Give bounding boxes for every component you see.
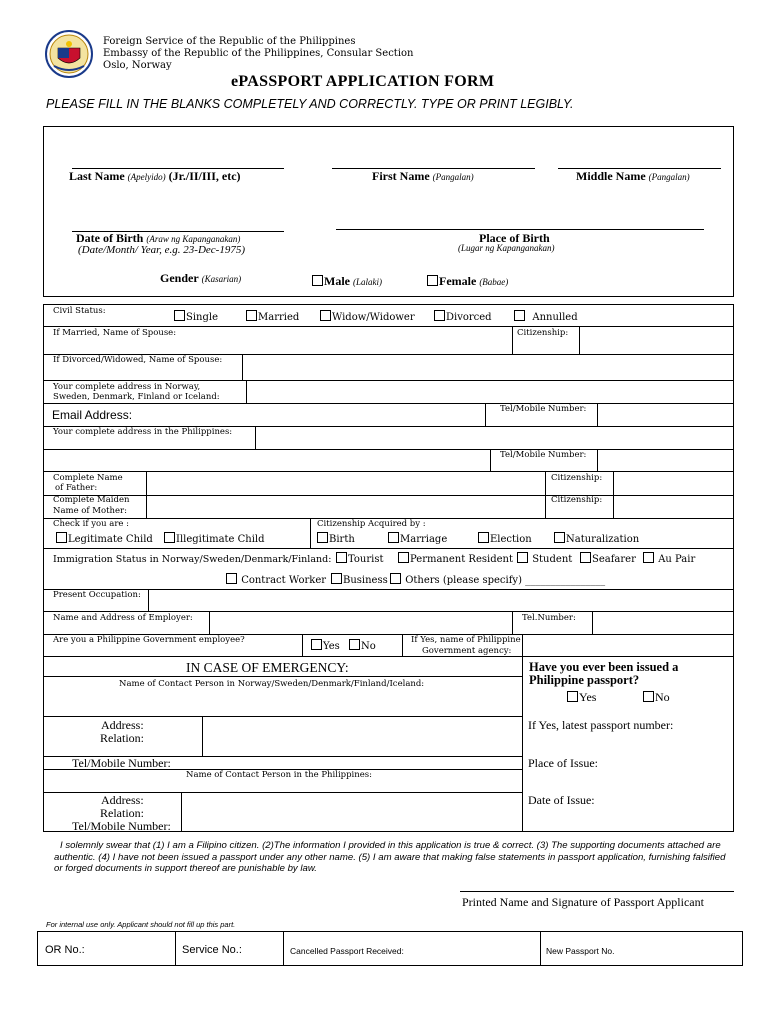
new-passport-label: New Passport No.	[546, 946, 615, 956]
tel-mobile-label: Tel/Mobile Number:	[500, 404, 587, 414]
passport-question-1: Have you ever been issued a	[529, 660, 679, 674]
place-issue-label: Place of Issue:	[528, 756, 598, 770]
male-checkbox[interactable]	[312, 275, 323, 286]
checkbox-passport-no[interactable]	[643, 691, 654, 702]
checkbox-others[interactable]	[390, 573, 401, 584]
pob-label: Place of Birth	[479, 231, 550, 245]
imm-option-tourist[interactable]: Tourist	[336, 552, 383, 566]
cit-option-birth[interactable]: Birth	[317, 532, 355, 546]
emergency-tel-label-2: Tel/Mobile Number:	[72, 819, 171, 833]
checkbox-contract-worker[interactable]	[226, 573, 237, 584]
first-name-label: First Name (Pangalan)	[372, 169, 474, 183]
spouse-citizenship-label: Citizenship:	[517, 328, 569, 338]
checkbox-student[interactable]	[517, 552, 528, 563]
last-name-label: Last Name (Apelyido) (Jr./II/III, etc)	[69, 169, 241, 183]
gender-label: Gender (Kasarian)	[160, 271, 242, 285]
citizenship-acquired-label: Citizenship Acquired by :	[317, 519, 426, 529]
checkbox-married[interactable]	[246, 310, 257, 321]
checkbox-naturalization[interactable]	[554, 532, 565, 543]
checkbox-legitimate[interactable]	[56, 532, 67, 543]
date-issue-label: Date of Issue:	[528, 793, 595, 807]
org-line-1: Foreign Service of the Republic of the Philippines	[103, 36, 356, 47]
checkbox-gov-yes[interactable]	[311, 639, 322, 650]
checkbox-single[interactable]	[174, 310, 185, 321]
checkbox-seafarer[interactable]	[580, 552, 591, 563]
middle-name-label: Middle Name (Pangalan)	[576, 169, 690, 183]
nordic-address-label-2: Sweden, Denmark, Finland or Iceland:	[53, 392, 220, 402]
father-citizenship-label: Citizenship:	[551, 473, 603, 483]
internal-note: For internal use only. Applicant should not fill up this part.	[46, 920, 236, 929]
tel-mobile-label-2: Tel/Mobile Number:	[500, 450, 587, 460]
checkbox-permanent-resident[interactable]	[398, 552, 409, 563]
email-label: Email Address:	[52, 408, 133, 422]
checkbox-divorced[interactable]	[434, 310, 445, 321]
checkbox-illegitimate[interactable]	[164, 532, 175, 543]
checkbox-annulled[interactable]	[514, 310, 525, 321]
mother-citizenship-label: Citizenship:	[551, 495, 603, 505]
page-title: ePASSPORT APPLICATION FORM	[231, 73, 495, 90]
signature-line[interactable]	[460, 891, 734, 892]
checkbox-tourist[interactable]	[336, 552, 347, 563]
passport-yes-option[interactable]: Yes	[567, 690, 596, 705]
oath-text: I solemnly swear that (1) I am a Filipino citizen. (2)The information I provided in this application is true & correct. (3) The supporting documents attached are authentic. (4) I have not been issued a passport under any other name. (5) I am aware that making false statements in passport application, furnishing falsified or forged documents in support thereof are punishable by law.	[54, 840, 726, 874]
mother-label-2: Name of Mother:	[53, 506, 127, 516]
gov-no-option[interactable]: No	[349, 639, 376, 653]
gov-yes-option[interactable]: Yes	[311, 639, 340, 653]
gov-agency-label-2: Government agency:	[422, 646, 512, 656]
cit-option-marriage[interactable]: Marriage	[388, 532, 447, 546]
mother-label-1: Complete Maiden	[53, 495, 130, 505]
imm-option-others[interactable]: Others (please specify) ________________	[390, 573, 605, 587]
father-label-1: Complete Name	[53, 473, 123, 483]
civil-option-single[interactable]: Single	[174, 310, 218, 324]
pob-field[interactable]	[336, 229, 704, 230]
imm-option-au-pair[interactable]: Au Pair	[643, 552, 695, 566]
contact-ph-label: Name of Contact Person in the Philippines:	[186, 770, 373, 780]
tel-number-label: Tel.Number:	[522, 613, 576, 623]
male-option[interactable]: Male (Lalaki)	[312, 274, 382, 289]
immigration-label: Immigration Status in Norway/Sweden/Denmark/Finland:	[53, 554, 332, 565]
checkbox-passport-yes[interactable]	[567, 691, 578, 702]
checkbox-widow[interactable]	[320, 310, 331, 321]
legitimate-option[interactable]: Legitimate Child	[56, 532, 153, 546]
service-no-label: Service No.:	[182, 944, 242, 956]
checkbox-au-pair[interactable]	[643, 552, 654, 563]
check-if-label: Check if you are :	[53, 519, 130, 529]
cit-option-naturalization[interactable]: Naturalization	[554, 532, 639, 546]
passport-no-option[interactable]: No	[643, 690, 670, 705]
civil-option-widow[interactable]: Widow/Widower	[320, 310, 415, 324]
cit-option-election[interactable]: Election	[478, 532, 532, 546]
checkbox-gov-no[interactable]	[349, 639, 360, 650]
imm-option-contract-worker[interactable]: Contract Worker	[226, 573, 326, 587]
emergency-address-label: Address:	[101, 718, 144, 732]
signature-label: Printed Name and Signature of Passport Applicant	[462, 895, 704, 909]
imm-option-permanent[interactable]: Permanent Resident	[398, 552, 513, 566]
instruction-text: PLEASE FILL IN THE BLANKS COMPLETELY AND CORRECTLY. TYPE OR PRINT LEGIBLY.	[46, 97, 574, 111]
pob-fil-label: (Lugar ng Kapanganakan)	[458, 243, 555, 253]
personal-info-box	[43, 126, 734, 297]
nordic-address-label-1: Your complete address in Norway,	[53, 382, 201, 392]
civil-option-divorced[interactable]: Divorced	[434, 310, 492, 324]
checkbox-election[interactable]	[478, 532, 489, 543]
illegitimate-option[interactable]: Illegitimate Child	[164, 532, 265, 546]
civil-option-married[interactable]: Married	[246, 310, 299, 324]
org-line-3: Oslo, Norway	[103, 60, 172, 71]
emergency-relation-label: Relation:	[100, 731, 144, 745]
checkbox-birth[interactable]	[317, 532, 328, 543]
civil-option-annulled[interactable]: Annulled	[514, 310, 578, 324]
female-option[interactable]: Female (Babae)	[427, 274, 508, 289]
gov-employee-label: Are you a Philippine Government employee?	[53, 635, 245, 645]
latest-passport-label: If Yes, latest passport number:	[528, 718, 674, 732]
divorced-spouse-label: If Divorced/Widowed, Name of Spouse:	[53, 355, 223, 365]
emergency-address-label-2: Address:	[101, 793, 144, 807]
dob-label: Date of Birth (Araw ng Kapanganakan)	[76, 231, 241, 245]
imm-option-seafarer[interactable]: Seafarer	[580, 552, 636, 566]
contact-nordic-label: Name of Contact Person in Norway/Sweden/Denmark/Finland/Iceland:	[119, 679, 425, 689]
imm-option-business[interactable]: Business	[331, 573, 388, 587]
occupation-label: Present Occupation:	[53, 590, 141, 600]
passport-question-2: Philippine passport?	[529, 673, 640, 687]
philippine-seal-logo	[44, 30, 94, 78]
cancelled-passport-label: Cancelled Passport Received:	[290, 946, 404, 956]
dob-format-label: (Date/Month/ Year, e.g. 23-Dec-1975)	[78, 244, 246, 256]
checkbox-business[interactable]	[331, 573, 342, 584]
or-no-label: OR No.:	[45, 944, 85, 956]
father-label-2: of Father:	[55, 483, 98, 493]
employer-label: Name and Address of Employer:	[53, 613, 193, 623]
civil-status-label: Civil Status:	[53, 306, 106, 316]
org-line-2: Embassy of the Republic of the Philippines, Consular Section	[103, 48, 414, 59]
emergency-tel-label: Tel/Mobile Number:	[72, 756, 171, 770]
female-checkbox[interactable]	[427, 275, 438, 286]
emergency-relation-label-2: Relation:	[100, 806, 144, 820]
checkbox-marriage[interactable]	[388, 532, 399, 543]
gov-agency-label-1: If Yes, name of Philippine	[411, 635, 521, 645]
ph-address-label: Your complete address in the Philippines:	[53, 427, 233, 437]
imm-option-student[interactable]: Student	[517, 552, 572, 566]
emergency-title: IN CASE OF EMERGENCY:	[186, 660, 349, 675]
married-spouse-label: If Married, Name of Spouse:	[53, 328, 177, 338]
